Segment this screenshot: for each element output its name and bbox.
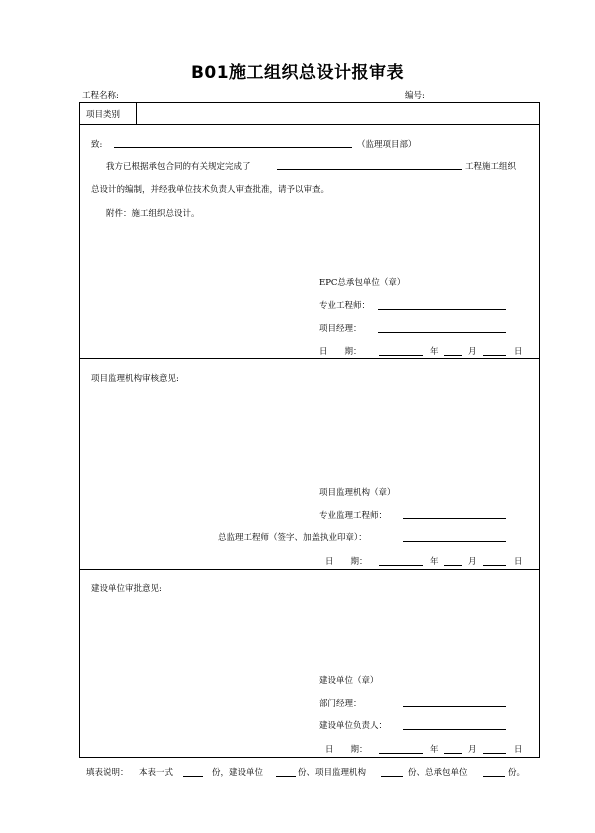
number-label: 编号:	[405, 91, 425, 101]
owner-approval-heading: 建设单位审批意见:	[91, 584, 162, 594]
date-year-field[interactable]	[379, 565, 423, 566]
completion-statement-suffix: 工程施工组织	[465, 162, 517, 172]
footer-owner-text: 份，建设单位	[212, 768, 264, 778]
month-label: 月	[468, 745, 477, 755]
to-field[interactable]	[114, 147, 352, 148]
footer-contractor-text: 份、总承包单位	[408, 768, 468, 778]
date-year-field[interactable]	[379, 753, 423, 754]
supervision-engineer-field[interactable]	[403, 518, 506, 519]
project-name-field[interactable]	[277, 169, 462, 170]
type-cell-divider	[136, 102, 137, 124]
completion-statement-line2: 总设计的编制，并经我单位技术负责人审查批准，请予以审查。	[91, 185, 330, 195]
year-label: 年	[430, 745, 439, 755]
supervision-review-opinion-area[interactable]	[85, 386, 535, 476]
supervision-copies-field[interactable]	[381, 776, 403, 777]
page-title: B01施工组织总设计报审表	[190, 63, 405, 83]
project-type-value-cell[interactable]	[138, 103, 538, 123]
department-manager-label: 部门经理：	[319, 699, 362, 709]
professional-engineer-label: 专业工程师：	[319, 301, 371, 311]
footer-supervision-text: 份、项目监理机构	[298, 768, 367, 778]
chief-supervisor-label: 总监理工程师（签字、加盖执业印章）：	[218, 533, 367, 543]
month-label: 月	[468, 347, 477, 357]
to-label: 致:	[91, 140, 103, 150]
owner-copies-field[interactable]	[276, 776, 296, 777]
date-day-field[interactable]	[483, 565, 506, 566]
date-day-field[interactable]	[483, 753, 506, 754]
supervision-engineer-label: 专业监理工程师：	[319, 511, 388, 521]
date-day-field[interactable]	[483, 355, 506, 356]
date-label: 日 期：	[325, 745, 368, 755]
total-copies-field[interactable]	[183, 776, 203, 777]
owner-approval-opinion-area[interactable]	[85, 596, 535, 664]
project-manager-field[interactable]	[378, 332, 506, 333]
professional-engineer-field[interactable]	[378, 309, 506, 310]
project-type-label: 项目类别	[86, 110, 121, 120]
supervision-dept-label: （监理项目部）	[357, 140, 417, 150]
footer-note-label: 填表说明：	[86, 768, 129, 778]
completion-statement-prefix: 我方已根据承包合同的有关规定完成了	[106, 162, 251, 172]
date-label: 日 期：	[319, 347, 362, 357]
attachment-note: 附件：施工组织总设计。	[106, 209, 200, 219]
owner-unit-label: 建设单位（章）	[319, 676, 379, 686]
footer-copies-text: 本表一式	[139, 768, 174, 778]
supervision-review-heading: 项目监理机构审核意见:	[91, 374, 179, 384]
date-month-field[interactable]	[444, 753, 462, 754]
contractor-copies-field[interactable]	[483, 776, 505, 777]
row-divider-3	[79, 569, 540, 570]
year-label: 年	[430, 347, 439, 357]
owner-responsible-field[interactable]	[403, 729, 506, 730]
project-manager-label: 项目经理：	[319, 324, 362, 334]
row-divider-2	[79, 358, 540, 359]
epc-unit-label: EPC总承包单位（章）	[319, 278, 406, 288]
date-year-field[interactable]	[379, 355, 423, 356]
day-label: 日	[514, 557, 523, 567]
year-label: 年	[430, 557, 439, 567]
date-month-field[interactable]	[444, 565, 462, 566]
project-name-label: 工程名称:	[82, 91, 119, 101]
chief-supervisor-field[interactable]	[403, 541, 506, 542]
supervision-org-label: 项目监理机构（章）	[319, 488, 396, 498]
department-manager-field[interactable]	[403, 706, 506, 707]
month-label: 月	[468, 557, 477, 567]
date-label: 日 期：	[325, 557, 368, 567]
row-divider-1	[79, 124, 540, 125]
date-month-field[interactable]	[444, 355, 462, 356]
day-label: 日	[514, 347, 523, 357]
day-label: 日	[514, 745, 523, 755]
footer-end-text: 份。	[508, 768, 526, 778]
owner-responsible-label: 建设单位负责人：	[319, 721, 388, 731]
